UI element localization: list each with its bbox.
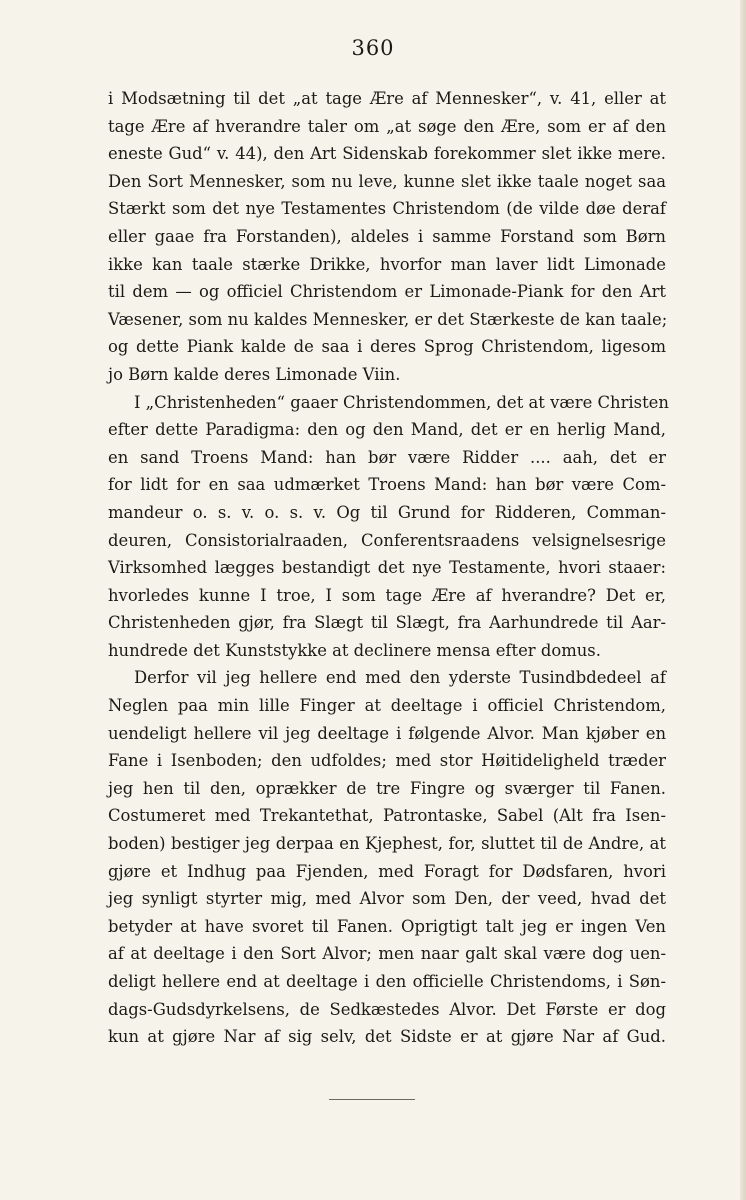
- text-line: kun at gjøre Nar af sig selv, det Sidste er at gjøre Nar af Gud.: [108, 1027, 666, 1047]
- page-edge: [740, 0, 746, 1200]
- text-line: Fane i Isenboden; den udfoldes; med stor Høitideligheld træder: [108, 751, 666, 771]
- paragraph-1: [108, 85, 666, 389]
- text-line: uendeligt hellere vil jeg deeltage i følgende Alvor. Man kjøber en: [108, 723, 666, 743]
- text-line: gjøre et Indhug paa Fjenden, med Foragt for Dødsfaren, hvori: [108, 861, 666, 881]
- text-line: deligt hellere end at deeltage i den officielle Christendoms, i Søn-: [108, 972, 666, 991]
- text-line: Costumeret med Trekantethat, Patrontaske, Sabel (Alt fra Isen-: [108, 806, 666, 826]
- text-line: Neglen paa min lille Finger at deeltage i officiel Christendom,: [108, 696, 666, 716]
- text-line: Virksomhed lægges bestandigt det nye Testamente, hvori staaer:: [108, 558, 666, 578]
- text-line: dags-Gudsdyrkelsens, de Sedkæstedes Alvor. Det Første er dog: [108, 999, 666, 1019]
- text-line: eller gaae fra Forstanden), aldeles i samme Forstand som Børn: [108, 226, 666, 246]
- text-line: mandeur o. s. v. o. s. v. Og til Grund for Ridderen, Comman-: [108, 502, 666, 522]
- text-line: tage Ære af hverandre taler om „at søge den Ære, som er af den: [108, 116, 666, 136]
- text-line: en sand Troens Mand: han bør være Ridder .... aah, det er: [108, 447, 666, 467]
- text-line: til dem — og officiel Christendom er Limonade-Piank for den Art: [108, 282, 666, 302]
- end-rule: [329, 1099, 415, 1100]
- text-line: i Modsætning til det „at tage Ære af Mennesker“, v. 41, eller at: [108, 89, 666, 108]
- text-line: og dette Piank kalde de saa i deres Sprog Christendom, ligesom: [108, 337, 666, 357]
- text-line: jeg hen til den, oprækker de tre Fingre og sværger til Fanen.: [108, 778, 666, 798]
- text-line: Stærkt som det nye Testamentes Christendom (de vilde døe deraf: [108, 199, 666, 219]
- text-line: Christenheden gjør, fra Slægt til Slægt, fra Aarhundrede til Aar-: [108, 613, 666, 633]
- text-line: hundrede det Kunststykke at declinere mensa efter domus.: [108, 640, 601, 660]
- text-line: deuren, Consistorialraaden, Conferentsraadens velsignelsesrige: [108, 530, 666, 550]
- paragraph-3: [108, 664, 666, 1050]
- text-line: Den Sort Mennesker, som nu leve, kunne slet ikke taale noget saa: [108, 171, 666, 191]
- text-line: af at deeltage i den Sort Alvor; men naar galt skal være dog uen-: [108, 944, 666, 964]
- page-number: 360: [351, 36, 395, 60]
- text-line: I „Christenheden“ gaaer Christendommen, det at være Christen: [134, 392, 669, 412]
- text-line: Derfor vil jeg hellere end med den yderste Tusindbdedeel af: [134, 668, 666, 688]
- text-line: jo Børn kalde deres Limonade Viin.: [108, 364, 401, 384]
- body-text: [108, 85, 669, 1051]
- text-line: betyder at have svoret til Fanen. Oprigtigt talt jeg er ingen Ven: [108, 916, 666, 936]
- paragraph-2: [108, 389, 669, 665]
- text-line: eneste Gud“ v. 44), den Art Sidenskab forekommer slet ikke mere.: [108, 144, 666, 164]
- text-line: ikke kan taale stærke Drikke, hvorfor man laver lidt Limonade: [108, 254, 666, 274]
- text-line: hvorledes kunne I troe, I som tage Ære af hverandre? Det er,: [108, 585, 666, 605]
- text-line: for lidt for en saa udmærket Troens Mand: han bør være Com-: [108, 475, 666, 495]
- text-line: efter dette Paradigma: den og den Mand, det er en herlig Mand,: [108, 420, 666, 440]
- text-line: boden) bestiger jeg derpaa en Kjephest, for, sluttet til de Andre, at: [108, 834, 666, 854]
- text-line: jeg synligt styrter mig, med Alvor som Den, der veed, hvad det: [108, 889, 666, 909]
- text-line: Væsener, som nu kaldes Mennesker, er det Stærkeste de kan taale;: [108, 309, 668, 329]
